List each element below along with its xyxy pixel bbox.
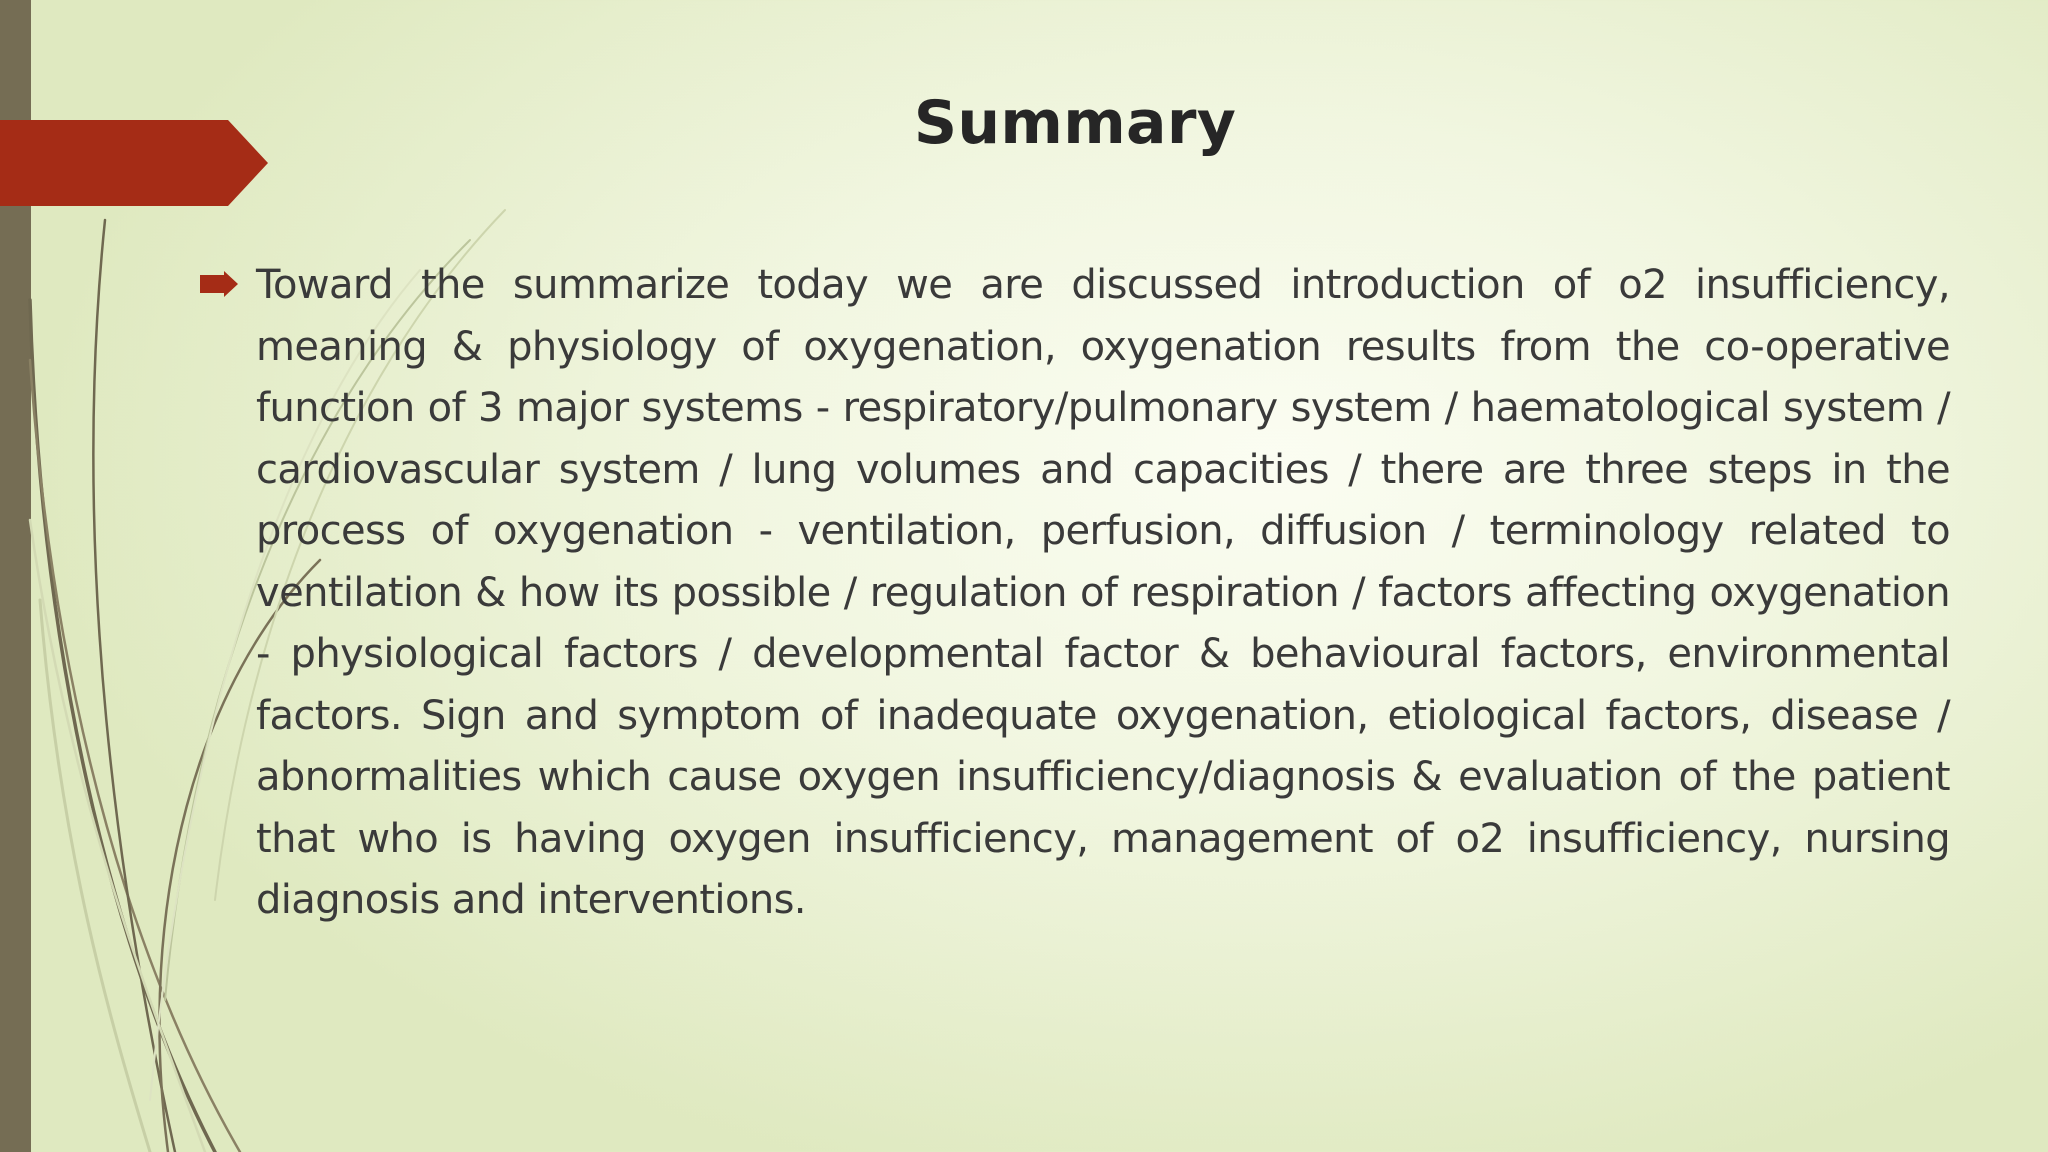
slide-title: Summary — [913, 88, 1237, 158]
bullet-text: Toward the summarize today we are discussed introduction of o2 insufficiency, meaning & physiology of oxygenation, oxygenation results from the co-operative function of 3 major systems - respiratory/pulmonary system / haematological system / cardiovascular system / lung volumes and capacities / there are three steps in the process of oxygenation - ventilation, perfusion, diffusion / terminology related to ventilation & how its possible / regulation of respiration / factors affecting oxygenation - physiological factors / developmental factor & behavioural factors, environmental factors. Sign and symptom of inadequate oxygenation, etiological factors, disease / abnormalities which cause oxygen insufficiency/diagnosis & evaluation of the patient that who is having oxygen insufficiency, management of o2 insufficiency, nursing diagnosis and interventions. — [256, 262, 1950, 923]
arrow-bullet-icon — [200, 271, 238, 297]
